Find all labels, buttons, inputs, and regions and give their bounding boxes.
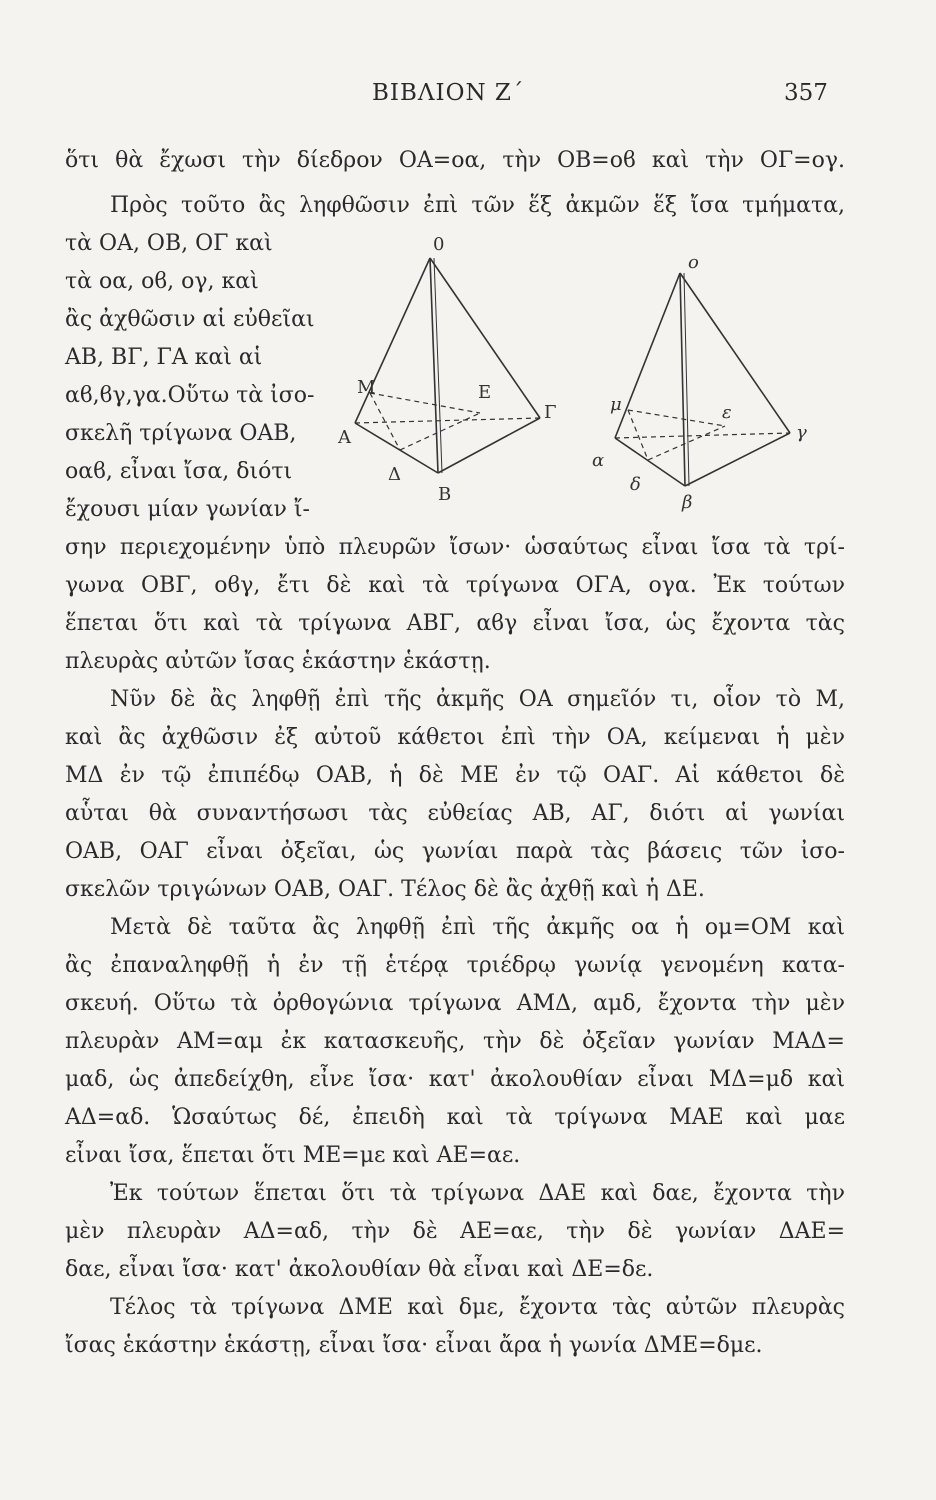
label-g: γ [796,422,807,443]
text-line: Μετὰ δὲ ταῦτα ἂς ληφθῇ ἐπὶ τῆς ἀκμῆς οα ἡ ομ=ΟΜ καὶ [110,915,845,940]
running-title: ΒΙΒΛΙΟΝ Ζ΄ [372,80,525,106]
label-E: E [478,382,492,403]
text-line: Ἐκ τούτων ἕπεται ὅτι τὰ τρίγωνα ΔΑΕ καὶ δαε, ἔχοντα τὴν [110,1181,845,1206]
label-G: Γ [544,402,557,423]
text-line: δαε, εἶναι ἴσα· κατ' ἀκολουθίαν θὰ εἶναι καὶ ΔΕ=δε. [65,1257,654,1282]
text-line: πλευρὰς αὐτῶν ἴσας ἑκάστην ἑκάστῃ. [65,649,491,674]
label-B: B [438,484,452,505]
edge-OB-shade [434,258,442,473]
text-line: σκευή. Οὕτω τὰ ὀρθογώνια τρίγωνα ΑΜΔ, αμδ, ἔχοντα τὴν μὲν [65,991,845,1016]
left-dashed [355,393,540,450]
text-line: οαϐ, εἶναι ἴσα, διότι [65,459,293,484]
text-line: ΑΔ=αδ. Ὡσαύτως δέ, ἐπειδὴ καὶ τὰ τρίγωνα ΜΑΕ καὶ μαε [65,1105,845,1130]
label-e: ε [722,402,732,423]
label-M: M [357,377,376,398]
label-A: A [338,427,351,448]
text-line: αὗται θὰ συναντήσωσι τὰς εὐθείας ΑΒ, ΑΓ, διότι αἱ γωνίαι [65,801,845,826]
text-line: Νῦν δὲ ἂς ληφθῇ ἐπὶ τῆς ἀκμῆς ΟΑ σημεῖόν τι, οἷον τὸ Μ, [110,687,845,712]
page-number: 357 [784,80,828,106]
text-line: ἕπεται ὅτι καὶ τὰ τρίγωνα ΑΒΓ, αϐγ εἶναι ἴσα, ὡς ἔχοντα τὰς [65,611,845,636]
edge-ag [615,433,790,438]
edge-OB [430,258,438,473]
label-O: 0 [433,234,445,255]
text-line: σην περιεχομένην ὑπὸ πλευρῶν ἴσων· ὡσαύτως εἶναι ἴσα τὰ τρί- [65,535,845,560]
line-de [648,426,725,460]
text-line: ΑΒ, ΒΓ, ΓΑ καὶ αἱ [65,345,263,370]
text-line: ὅτι θὰ ἔχωσι τὴν δίεδρον ΟΑ=οα, τὴν ΟΒ=οϐ καὶ τὴν ΟΓ=ογ. [65,148,845,173]
text-line: πλευρὰν ΑΜ=αμ ἐκ κατασκευῆς, τὴν δὲ ὀξεῖαν γωνίαν ΜΑΔ= [65,1029,845,1054]
label-o: o [688,252,699,273]
text-line: ἂς ἀχθῶσιν αἱ εὐθεῖαι [65,307,315,332]
line-me [628,410,725,426]
page-header [0,80,936,114]
line-md [628,410,648,460]
text-line: εἶναι ἴσα, ἕπεται ὅτι ΜΕ=με καὶ ΑΕ=αε. [65,1143,521,1168]
text-line: τὰ οα, οϐ, ογ, καὶ [65,269,259,294]
edge-bg [685,433,790,486]
label-m: μ [610,394,622,415]
edge-og [680,273,790,433]
text-line: μαδ, ὡς ἀπεδείχθη, εἶνε ἴσα· κατ' ἀκολουθίαν εἶναι ΜΔ=μδ καὶ [65,1067,845,1092]
edge-OA [355,258,430,423]
left-pyramid [355,258,540,473]
trihedral-figure [330,228,830,518]
right-dashed [615,410,790,460]
pyramid-diagrams [330,228,830,518]
text-line: γωνα ΟΒΓ, οϐγ, ἔτι δὲ καὶ τὰ τρίγωνα ΟΓΑ, ογα. Ἐκ τούτων [65,573,845,598]
text-line: τὰ ΟΑ, ΟΒ, ΟΓ καὶ [65,231,273,256]
text-line: σκελῆ τρίγωνα ΟΑΒ, [65,421,297,446]
text-line: ΜΔ ἐν τῷ ἐπιπέδῳ ΟΑΒ, ἡ δὲ ΜΕ ἐν τῷ ΟΑΓ. Αἱ κάθετοι δὲ [65,763,845,788]
label-b: β [682,492,693,513]
edge-AG [355,418,540,423]
text-line: ἴσας ἑκάστην ἑκάστῃ, εἶναι ἴσα· εἶναι ἄρα ἡ γωνία ΔΜΕ=δμε. [65,1333,763,1358]
text-line: αϐ,ϐγ,γα.Οὕτω τὰ ἰσο- [65,383,315,408]
line-ME [370,393,480,413]
text-line: ἂς ἐπαναληφθῇ ἡ ἐν τῇ ἑτέρᾳ τριέδρῳ γωνίᾳ γενομένη κατα- [65,953,845,978]
edge-BG [438,418,540,473]
text-line: ΟΑΒ, ΟΑΓ εἶναι ὀξεῖαι, ὡς γωνίαι παρὰ τὰς βάσεις τῶν ἰσο- [65,839,845,864]
text-line: μὲν πλευρὰν ΑΔ=αδ, τὴν δὲ ΑΕ=αε, τὴν δὲ γωνίαν ΔΑΕ= [65,1219,845,1244]
right-pyramid [615,273,790,486]
text-line: ἔχουσι μίαν γωνίαν ἴ- [65,497,310,522]
label-a: α [592,450,605,471]
text-line: Τέλος τὰ τρίγωνα ΔΜΕ καὶ δμε, ἔχοντα τὰς αὐτῶν πλευρὰς [110,1295,845,1320]
label-d: δ [630,474,641,495]
label-D: Δ [388,464,401,485]
edge-ab [615,438,685,486]
text-line: σκελῶν τριγώνων ΟΑΒ, ΟΑΓ. Τέλος δὲ ἂς ἀχθῇ καὶ ἡ ΔΕ. [65,877,705,902]
text-line: καὶ ἂς ἀχθῶσιν ἐξ αὐτοῦ κάθετοι ἐπὶ τὴν ΟΑ, κείμεναι ἡ μὲν [65,725,845,750]
text-line: Πρὸς τοῦτο ἂς ληφθῶσιν ἐπὶ τῶν ἕξ ἀκμῶν ἕξ ἴσα τμήματα, [110,193,845,218]
